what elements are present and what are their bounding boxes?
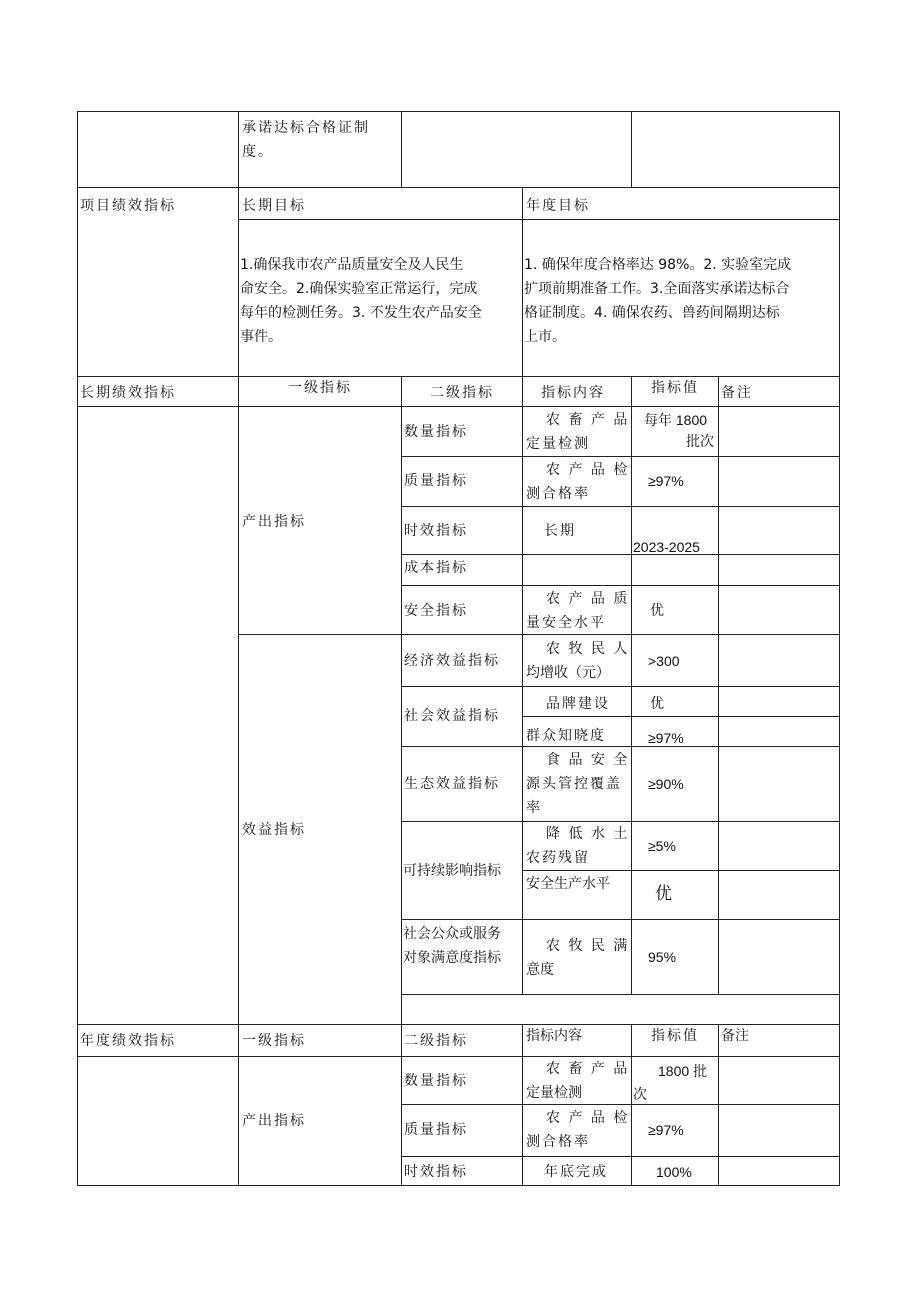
continuation-text: 度。 [242,144,274,160]
output-indicator-label: 产出指标 [242,514,306,530]
level2-cost: 成本指标 [404,560,468,576]
content-cell: 农 产 品 检 [546,1110,630,1126]
value-cell: 2023-2025 [633,539,700,555]
content-cell: 均增收（元） [526,665,610,681]
value-header: 指标值 [651,380,699,396]
benefit-indicator-label: 效益指标 [242,822,306,838]
level2-sustain: 可持续影响指标 [403,863,501,879]
level2-time: 时效指标 [404,1164,468,1180]
annual-goal-text: 上市。 [524,329,566,345]
value-cell: ≥5% [648,838,676,854]
level2-economic: 经济效益指标 [404,653,500,669]
value-cell: 优 [655,884,672,904]
value-cell: ≥97% [648,1122,684,1138]
content-cell: 年底完成 [544,1164,608,1180]
content-cell: 农药残留 [526,850,590,866]
level2-quantity: 数量指标 [404,424,468,440]
annual-goal-header: 年度目标 [526,198,590,214]
content-cell: 源头管控覆盖 [526,776,622,792]
level2-time: 时效指标 [404,523,468,539]
content-cell: 定量检测 [526,1085,582,1101]
value-cell: 优 [650,603,664,619]
value-cell: 次 [633,1087,647,1103]
content-cell: 农 产 品 检 [546,462,630,478]
level2-eco: 生态效益指标 [404,776,500,792]
value-cell: ≥90% [648,776,684,792]
content-cell: 农 牧 民 满 [546,938,630,954]
value-cell: 100% [656,1164,692,1180]
level1-header: 一级指标 [242,1033,306,1049]
value-cell: ≥97% [648,473,684,489]
project-indicators-label: 项目绩效指标 [80,198,176,214]
level2-safety: 安全指标 [404,603,468,619]
content-cell: 测合格率 [526,486,590,502]
level2-header: 二级指标 [404,1033,468,1049]
annual-goal-text: 格证制度。4. 确保农药、兽药间隔期达标 [524,305,780,321]
value-cell: 批次 [686,434,714,450]
content-cell: 食 品 安 全 [546,752,630,768]
content-header: 指标内容 [541,385,605,401]
value-cell: ≥97% [648,730,684,746]
content-cell: 农 畜 产 品 [546,1061,630,1077]
level2-satisfaction: 对象满意度指标 [403,950,501,966]
remark-header: 备注 [721,1028,749,1044]
level2-header: 二级指标 [430,385,494,401]
content-header: 指标内容 [526,1028,582,1044]
content-cell: 农 牧 民 人 [546,641,630,657]
level2-satisfaction: 社会公众或服务 [403,926,501,942]
long-term-goal-text: 每年的检测任务。3. 不发生农产品安全 [240,305,482,321]
content-cell: 安全生产水平 [526,876,610,892]
value-cell: 95% [648,949,677,965]
level2-quality: 质量指标 [404,473,468,489]
value-header: 指标值 [651,1028,699,1044]
content-cell: 意度 [526,962,554,978]
content-cell: 测合格率 [526,1134,590,1150]
content-cell: 农 畜 产 品 [546,412,630,428]
long-term-goal-text: 事件。 [240,329,282,345]
content-cell: 量安全水平 [526,615,606,631]
content-cell: 率 [526,800,540,816]
value-cell: 每年 1800 [644,412,708,428]
continuation-text: 承诺达标合格证制 [242,120,370,136]
value-cell: 1800 批 [658,1063,708,1079]
output-indicator-label: 产出指标 [242,1113,306,1129]
content-cell: 农 产 品 质 [546,591,630,607]
annual-indicators-label: 年度绩效指标 [80,1033,176,1049]
long-term-goal-text: 1.确保我市农产品质量安全及人民生 [240,257,464,273]
content-cell: 品牌建设 [546,696,610,712]
long-term-goal-text: 命安全。2.确保实验室正常运行，完成 [240,281,478,297]
annual-goal-text: 扩项前期准备工作。3.全面落实承诺达标合 [524,281,790,297]
value-cell: 优 [650,696,664,712]
content-cell: 定量检测 [526,436,590,452]
level2-quality: 质量指标 [404,1122,468,1138]
level1-header: 一级指标 [288,380,352,396]
long-term-indicators-label: 长期绩效指标 [80,385,176,401]
annual-goal-text: 1. 确保年度合格率达 98%。2. 实验室完成 [524,257,792,273]
level2-quantity: 数量指标 [404,1073,468,1089]
content-cell: 群众知晓度 [526,728,606,744]
long-term-goal-header: 长期目标 [242,198,306,214]
remark-header: 备注 [721,385,753,401]
value-cell: >300 [648,653,680,669]
level2-social: 社会效益指标 [404,708,500,724]
content-cell: 长期 [544,523,576,539]
content-cell: 降 低 水 土 [546,826,630,842]
